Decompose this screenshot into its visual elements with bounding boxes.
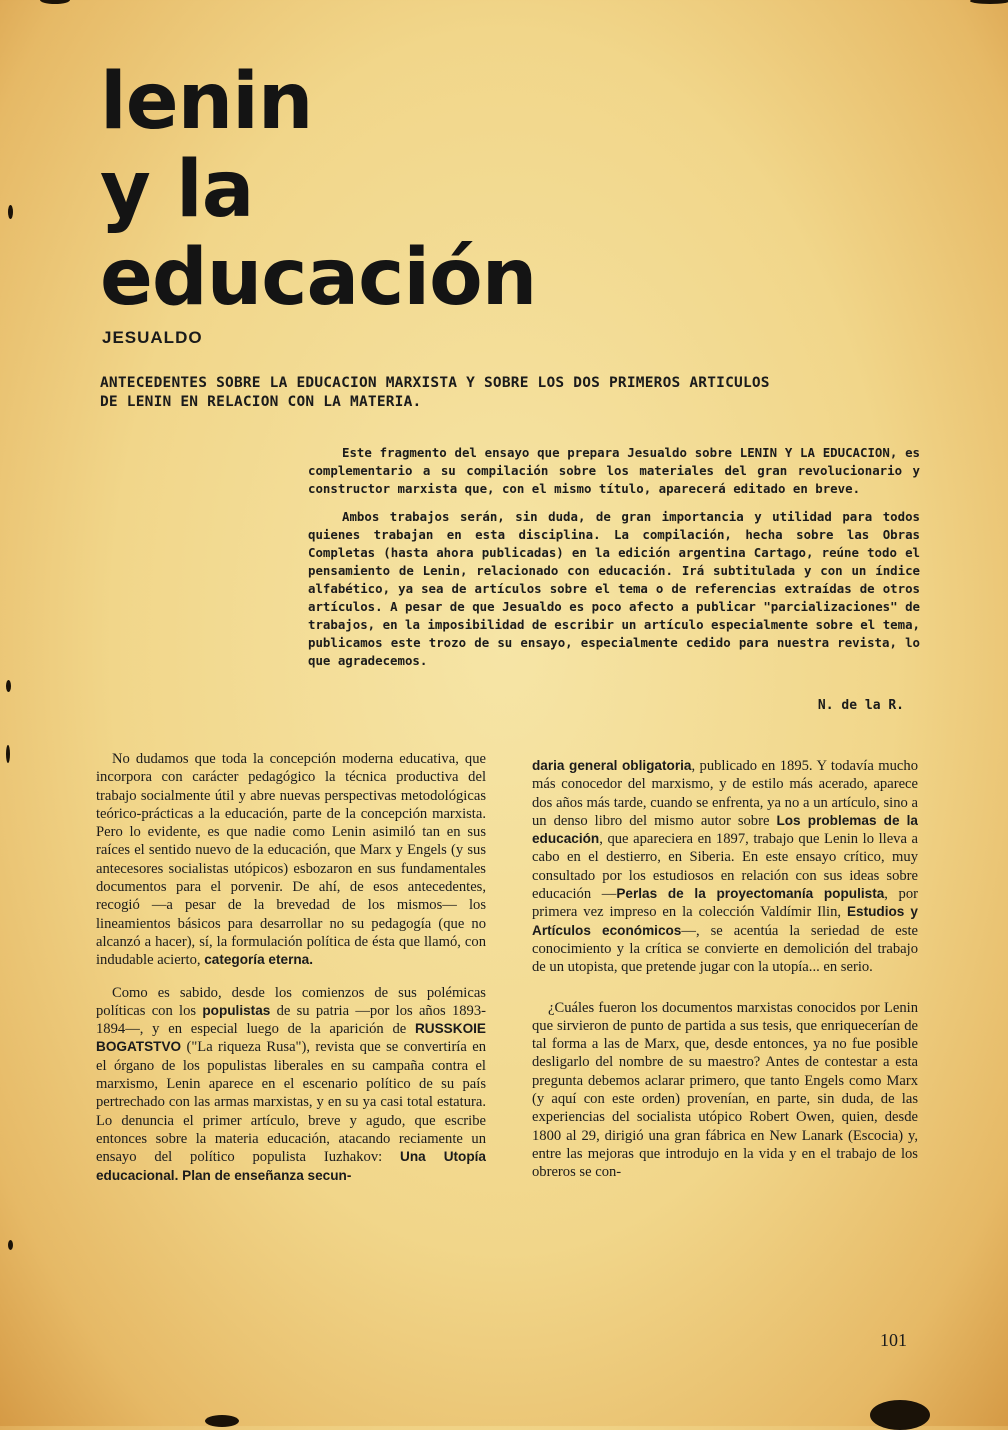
ink-stain-top-right bbox=[970, 0, 1008, 4]
ink-stain-left-margin bbox=[6, 680, 11, 692]
text-run: Como es sabido, desde los comienzos de sus polémicas políticas con los bbox=[96, 984, 486, 1019]
body-column-right bbox=[532, 757, 918, 1196]
editor-note-paragraph bbox=[308, 444, 920, 498]
text-run: de su patria —por los años 1893-1894—, y en especial luego de la aparición de bbox=[96, 1002, 487, 1038]
text-run: , por primera vez impreso en la colección Valdímir Ilin, bbox=[532, 886, 918, 921]
text-run: , que apareciera en 1897, trabajo que Lenin lo lleva a cabo en el destierro, en Siberia. En este ensayo crítico, muy consultado por los estudiosos en relación con sus ideas sobre educación — bbox=[532, 831, 918, 903]
emphasis-text: Estudios y Artículos económicos bbox=[532, 904, 918, 938]
body-paragraph bbox=[96, 750, 486, 970]
ink-stain-left-margin bbox=[8, 205, 13, 219]
emphasis-text: populistas bbox=[202, 1002, 271, 1018]
text-run: —, se acentúa la seriedad de este conocimiento y la crítica se convierte en demolición del trabajo de un utopista, que pretende jugar con la utopía... en serio. bbox=[532, 922, 918, 976]
ink-stain-left-margin bbox=[8, 1240, 13, 1250]
body-paragraph bbox=[532, 757, 918, 977]
body-paragraph bbox=[96, 984, 486, 1185]
title-line: y la bbox=[100, 145, 254, 235]
title-line: lenin bbox=[100, 57, 313, 147]
text-run: , publicado en 1895. Y todavía mucho más conocedor del marxismo, y de estilo más acerado, aparece dos años más tarde, cuando se enfrenta, ya no a un artículo, sino a un denso libro del mismo autor sobre bbox=[532, 758, 918, 829]
emphasis-text: daria general obligatoria bbox=[532, 758, 692, 773]
emphasis-text: Los problemas de la educación bbox=[532, 812, 918, 847]
emphasis-text: LENIN Y LA EDUCACION bbox=[739, 445, 890, 460]
emphasis-text: RUSSKOIE BOGATSTVO bbox=[96, 1021, 486, 1055]
ink-stain-top-left bbox=[40, 0, 70, 4]
text-run: No dudamos que toda la concepción moderna educativa, que incorpora con carácter pedagógico la técnica productiva del trabajo socialmente útil y abre nuevas perspectivas metodológicas teórico-prácticas a la educación, parte de la concepción marxista. Pero lo evidente, es que nadie como Lenin asimiló tan en sus raíces el sentido nuevo de la educación, que Marx y Engels (y sus antecesores socialistas utópicos) esbozaron en sus fundamentales documentos para el porvenir. De ahí, de esos antecedentes, recogió —a pesar de la brevedad de los mismos— los lineamientos básicos para desarrollar no su pedagogía (que no alcanzó a hacer), sí, la formulación política de ésta que llamó, con indudable acierto, bbox=[96, 751, 486, 969]
page-number: 101 bbox=[880, 1330, 907, 1350]
article-subtitle: ANTECEDENTES SOBRE LA EDUCACION MARXISTA Y SOBRE LOS DOS PRIMEROS ARTICULOS DE LENIN EN RELACION CON LA MATERIA. bbox=[100, 375, 770, 410]
author-name: JESUALDO bbox=[102, 328, 203, 347]
body-column-left bbox=[96, 750, 486, 1199]
emphasis-text: Una Utopía educacional. Plan de enseñanza secun- bbox=[96, 1149, 486, 1183]
editor-note-paragraph: Ambos trabajos serán, sin duda, de gran importancia y utilidad para todos quienes trabajan en esta disciplina. La compilación, hecha sobre las Obras Completas (hasta ahora publicadas) en la edición argentina Cartago, reúne todo el pensamiento de Lenin, relacionado con educación. Irá subtitulada y con un índice alfabético, ya sea de artículos sobre el tema o de referencias extraídas de otros artículos. A pesar de que Jesualdo es poco afecto a publicar "parcializaciones" de trabajos, en la imposibilidad de escribir un artículo especialmente sobre el tema, publicamos este trozo de su ensayo, especialmente cedido para nuestra revista, lo que agradecemos. bbox=[308, 509, 920, 668]
ink-stain-left-margin bbox=[6, 745, 10, 763]
body-paragraph: ¿Cuáles fueron los documentos marxistas conocidos por Lenin que sirvieron de punto de partida a sus tesis, que enriquecerían de tal forma a las de Marx, que, desde entonces, ya no fue posible desligarlo del nombre de su maestro? Antes de contestar a esta pregunta debemos aclarar primero, que tanto Engels como Marx (y aquí con este orden) provenían, en parte, sin duda, de las experiencias del socialista utópico Robert Owen, quien, desde 1800 al 29, dirigió una gran fábrica en New Lanark (Escocia) y, entre las mejoras que introdujo en la vida y en el trabajo de los obreros se con- bbox=[532, 999, 918, 1181]
emphasis-text: Perlas de la proyectomanía populista bbox=[616, 886, 885, 902]
ink-stain-bottom bbox=[205, 1415, 239, 1427]
editor-signature: N. de la R. bbox=[817, 698, 904, 713]
text-run: Este fragmento del ensayo que prepara Jesualdo sobre bbox=[342, 445, 740, 460]
text-run: , es complementario a su compilación sobre los materiales del gran revolucionario y constructor marxista que, con el mismo título, aparecerá editado en breve. bbox=[308, 445, 920, 496]
text-run: ("La riqueza Rusa"), revista que se convertiría en el órgano de los populistas liberales en su campaña contra el marxismo, Lenin aparece en el escenario político de su país pertrechado con las armas marxistas, y en su ya casi total estatura. Lo denuncia el primer artículo, breve y agudo, que escribe entonces sobre la materia educación, atacando reciamente un ensayo del político populista Iuzhakov: bbox=[96, 1039, 486, 1166]
editor-note bbox=[308, 444, 920, 680]
emphasis-text: categoría eterna. bbox=[204, 952, 313, 968]
article-title bbox=[100, 58, 540, 322]
title-line: educación bbox=[100, 233, 537, 323]
